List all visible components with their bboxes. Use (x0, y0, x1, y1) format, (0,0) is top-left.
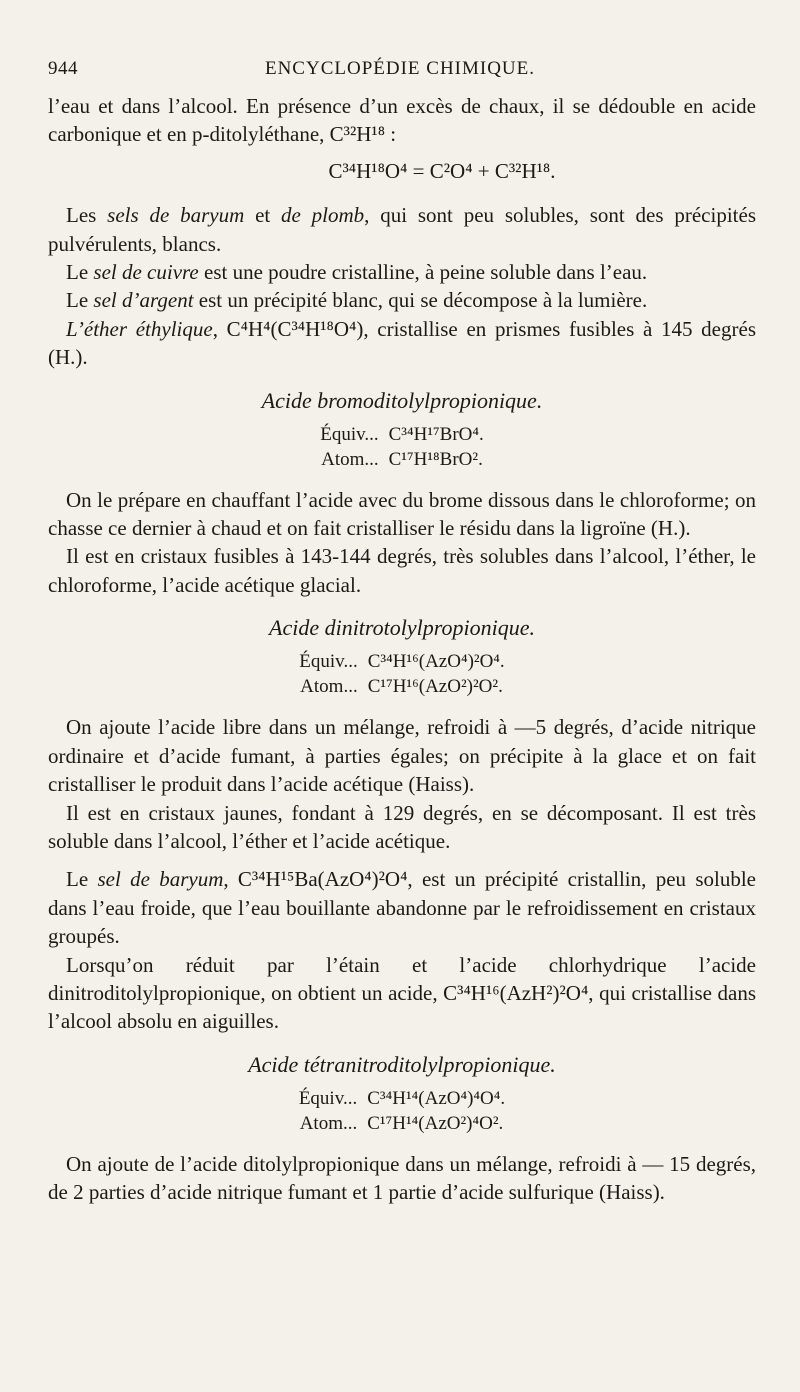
section-heading: Acide tétranitroditolylpropionique. (248, 1051, 556, 1077)
formula-label: Équiv... (298, 1087, 358, 1109)
paragraph: L’éther éthylique, C⁴H⁴(C³⁴H¹⁸O⁴), cristallise en prismes fusibles à 145 degrés (H.). (48, 316, 756, 370)
paragraph: On le prépare en chauffant l’acide avec du brome dissous dans le chloroforme; on chasse ce dernier à chaud et on fait cristalliser le résidu dans la ligroïne (H.). (48, 487, 756, 541)
paragraph: l’eau et dans l’alcool. En présence d’un excès de chaux, il se dédouble en acide carbonique et en p-ditolyléthane, C³²H¹⁸ : (48, 94, 756, 147)
running-title: ENCYCLOPÉDIE CHIMIQUE. (264, 58, 536, 79)
paragraph: Il est en cristaux fusibles à 143-144 degrés, très solubles dans l’alcool, l’éther, le chloroforme, l’acide acétique glacial. (48, 544, 756, 597)
paragraph: Il est en cristaux jaunes, fondant à 129 degrés, en se décomposant. Il est très soluble dans l’alcool, l’éther et l’acide acétique. (48, 800, 756, 853)
paragraph: On ajoute de l’acide ditolylpropionique dans un mélange, refroidi à — 15 degrés, de 2 parties d’acide nitrique fumant et 1 partie d’acide sulfurique (Haiss). (48, 1151, 756, 1205)
paragraph: On ajoute l’acide libre dans un mélange, refroidi à —5 degrés, d’acide nitrique ordinaire et d’acide fumant, à parties égales; on précipite à la glace et on fait cristalliser le produit dans l’acide acétique (Haiss). (48, 715, 756, 797)
paragraph: Le sel de cuivre est une poudre cristalline, à peine soluble dans l’eau. (66, 260, 648, 285)
section-heading: Acide bromoditolylpropionique. (261, 387, 543, 413)
paragraph: Lorsqu’on réduit par l’étain et l’acide chlorhydrique l’acide dinitroditolylpropionique, on obtient un acide, C³⁴H¹⁶(AzH²)²O⁴, qui cristallise dans l’alcool absolu en aiguilles. (48, 952, 756, 1034)
page-body (48, 92, 756, 1207)
paragraph: Les sels de baryum et de plomb, qui sont peu solubles, sont des précipités pulvérulents, blancs. (48, 203, 756, 256)
formula-value: C¹⁷H¹⁶(AzO²)²O². (367, 676, 503, 698)
page-header (48, 58, 752, 86)
formula-label: Équiv... (299, 651, 358, 673)
formula-table (320, 422, 484, 472)
formula-value: C¹⁷H¹⁸BrO². (388, 448, 483, 470)
equation: C³⁴H¹⁸O⁴ = C²O⁴ + C³²H¹⁸. (328, 158, 556, 183)
formula-label: Équiv... (320, 423, 379, 445)
formula-table (299, 1086, 505, 1136)
formula-value: C³⁴H¹⁷BrO⁴. (388, 423, 484, 445)
formula-table (299, 649, 504, 699)
page-number: 944 (48, 58, 78, 79)
paragraph: Le sel d’argent est un précipité blanc, qui se décompose à la lumière. (66, 288, 648, 313)
formula-value: C³⁴H¹⁴(AzO⁴)⁴O⁴. (367, 1087, 506, 1109)
formula-label: Atom... (321, 448, 379, 470)
formula-value: C³⁴H¹⁶(AzO⁴)²O⁴. (367, 651, 505, 673)
paragraph: Le sel de baryum, C³⁴H¹⁵Ba(AzO⁴)²O⁴, est un précipité cristallin, peu soluble dans l’eau froide, que l’eau bouillante abandonne par le refroidissement en cristaux groupés. (48, 867, 756, 949)
formula-value: C¹⁷H¹⁴(AzO²)⁴O². (367, 1112, 504, 1134)
formula-label: Atom... (300, 676, 358, 698)
formula-label: Atom... (299, 1112, 358, 1134)
section-heading: Acide dinitrotolylpropionique. (269, 615, 535, 641)
